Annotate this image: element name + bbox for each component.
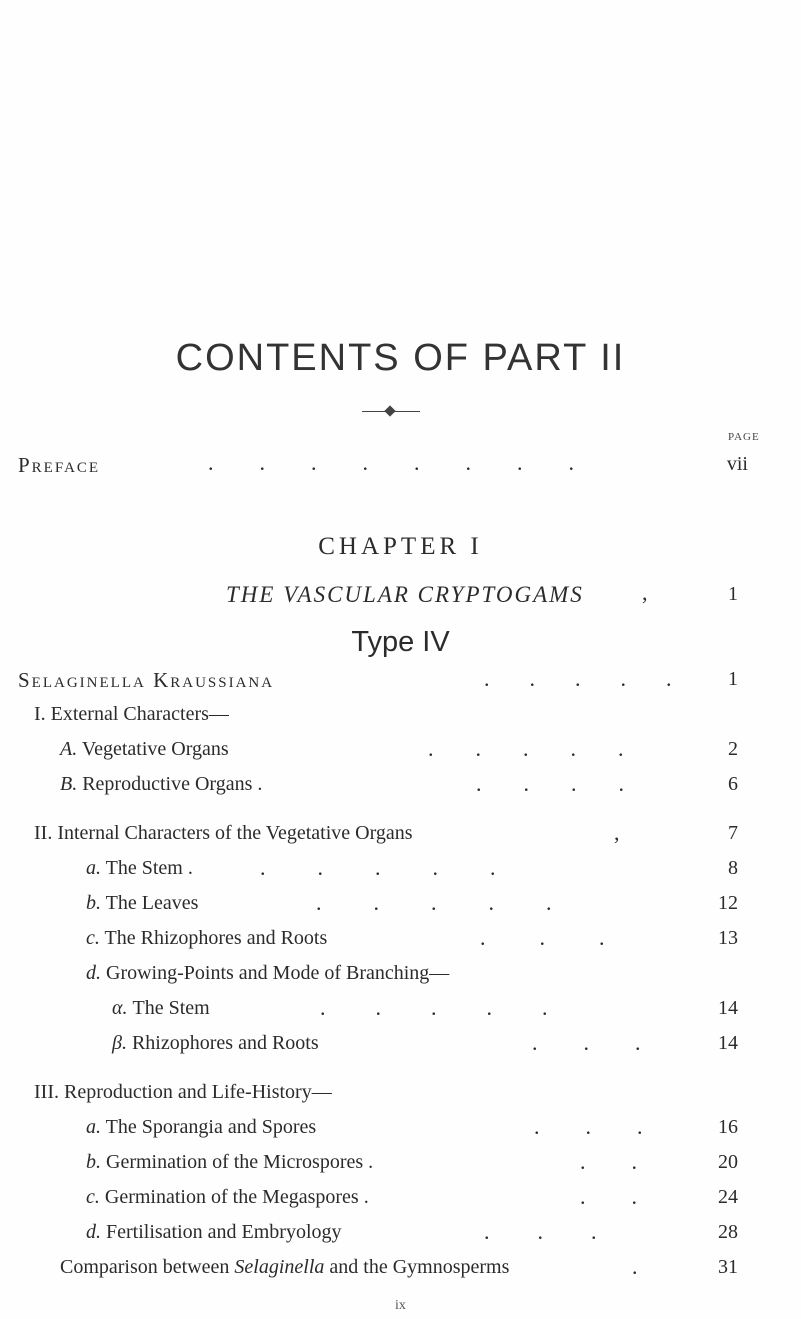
entry-page: 1 <box>728 668 738 690</box>
entry-prefix: α. <box>112 997 128 1019</box>
entry-label: The Stem <box>105 857 183 879</box>
toc-entry <box>86 962 449 985</box>
toc-entry <box>86 1151 373 1174</box>
entry-page: 16 <box>718 1116 738 1138</box>
entry-label: Vegetative Organs <box>81 738 229 760</box>
leader: . <box>368 1151 374 1173</box>
entry-page: 13 <box>718 927 738 949</box>
preface-page: vii <box>726 453 748 475</box>
leader: ... <box>480 925 659 950</box>
page-column-header: PAGE <box>728 431 760 443</box>
toc-entry <box>86 1186 369 1209</box>
leader: .. <box>580 1184 683 1209</box>
leader: ... <box>484 1219 645 1244</box>
toc-entry <box>60 773 262 796</box>
leader: . <box>257 773 263 795</box>
entry-label: Reproductive Organs <box>82 773 253 795</box>
toc-entry-comparison <box>60 1256 509 1279</box>
toc-entry-external: I. External Characters— <box>34 703 229 725</box>
entry-label-italic: Selaginella <box>234 1256 325 1278</box>
toc-entry <box>86 857 193 880</box>
entry-prefix: a. <box>86 857 101 879</box>
entry-label: The Sporangia and Spores <box>105 1116 317 1138</box>
entry-label: Comparison between <box>60 1256 230 1278</box>
entry-page: 28 <box>718 1221 738 1243</box>
leader: . <box>632 1254 638 1279</box>
entry-prefix: c. <box>86 1186 100 1208</box>
leader: . <box>187 857 193 879</box>
leader: ..... <box>320 995 598 1020</box>
entry-page: 8 <box>728 857 738 879</box>
entry-page: 2 <box>728 738 738 760</box>
toc-entry <box>112 997 210 1020</box>
chapter-title: THE VASCULAR CRYPTOGAMS <box>226 582 584 607</box>
entry-label: Rhizophores and Roots <box>131 1032 319 1054</box>
entry-page: 6 <box>728 773 738 795</box>
entry-prefix: B. <box>60 773 78 795</box>
leader: ... <box>532 1030 687 1055</box>
toc-entry <box>60 738 229 761</box>
leader: .. <box>580 1149 683 1174</box>
entry-page: 14 <box>718 1032 738 1054</box>
toc-entry <box>86 927 327 950</box>
entry-page: 31 <box>718 1256 738 1278</box>
entry-prefix: d. <box>86 962 101 984</box>
toc-entry-reproduction: III. Reproduction and Life-History— <box>34 1081 332 1103</box>
entry-prefix: a. <box>86 1116 101 1138</box>
entry-page: 20 <box>718 1151 738 1173</box>
chapter-page: 1 <box>728 583 738 605</box>
entry-label: The Stem <box>132 997 210 1019</box>
toc-entry-selaginella: Selaginella Kraussiana <box>18 668 275 692</box>
preface-leader: ........ <box>208 450 620 475</box>
entry-label: The Leaves <box>105 892 199 914</box>
leader: , <box>614 820 620 845</box>
leader: . <box>363 1186 369 1208</box>
entry-label: and the Gymnosperms <box>329 1256 510 1278</box>
leader: ... <box>534 1114 689 1139</box>
toc-entry <box>86 1221 342 1244</box>
entry-page: 14 <box>718 997 738 1019</box>
entry-label: The Rhizophores and Roots <box>104 927 328 949</box>
preface-label: Preface <box>18 453 101 477</box>
leader: ..... <box>484 666 712 691</box>
entry-label: Fertilisation and Embryology <box>106 1221 342 1243</box>
entry-prefix: b. <box>86 892 101 914</box>
entry-prefix: b. <box>86 1151 101 1173</box>
entry-label: Growing-Points and Mode of Branching— <box>106 962 450 984</box>
page-folio: ix <box>395 1298 406 1313</box>
entry-prefix: β. <box>112 1032 127 1054</box>
leader: ..... <box>428 736 666 761</box>
entry-page: 12 <box>718 892 738 914</box>
chapter-leader: , <box>642 580 648 605</box>
page-title: CONTENTS OF PART II <box>175 337 626 379</box>
entry-prefix: d. <box>86 1221 101 1243</box>
leader: .... <box>476 771 666 796</box>
entry-prefix: A. <box>60 738 78 760</box>
toc-entry <box>86 1116 316 1139</box>
leader: ..... <box>260 855 548 880</box>
toc-entry <box>112 1032 319 1055</box>
entry-label: Germination of the Megaspores <box>104 1186 359 1208</box>
leader: ..... <box>316 890 604 915</box>
entry-page: 24 <box>718 1186 738 1208</box>
type-heading: Type IV <box>351 626 450 658</box>
toc-entry-internal: II. Internal Characters of the Vegetative Organs <box>34 822 413 844</box>
divider-ornament <box>362 405 420 419</box>
entry-label: Germination of the Microspores <box>106 1151 364 1173</box>
entry-page: 7 <box>728 822 738 844</box>
toc-entry <box>86 892 198 915</box>
entry-prefix: c. <box>86 927 100 949</box>
chapter-heading: CHAPTER I <box>318 533 483 560</box>
